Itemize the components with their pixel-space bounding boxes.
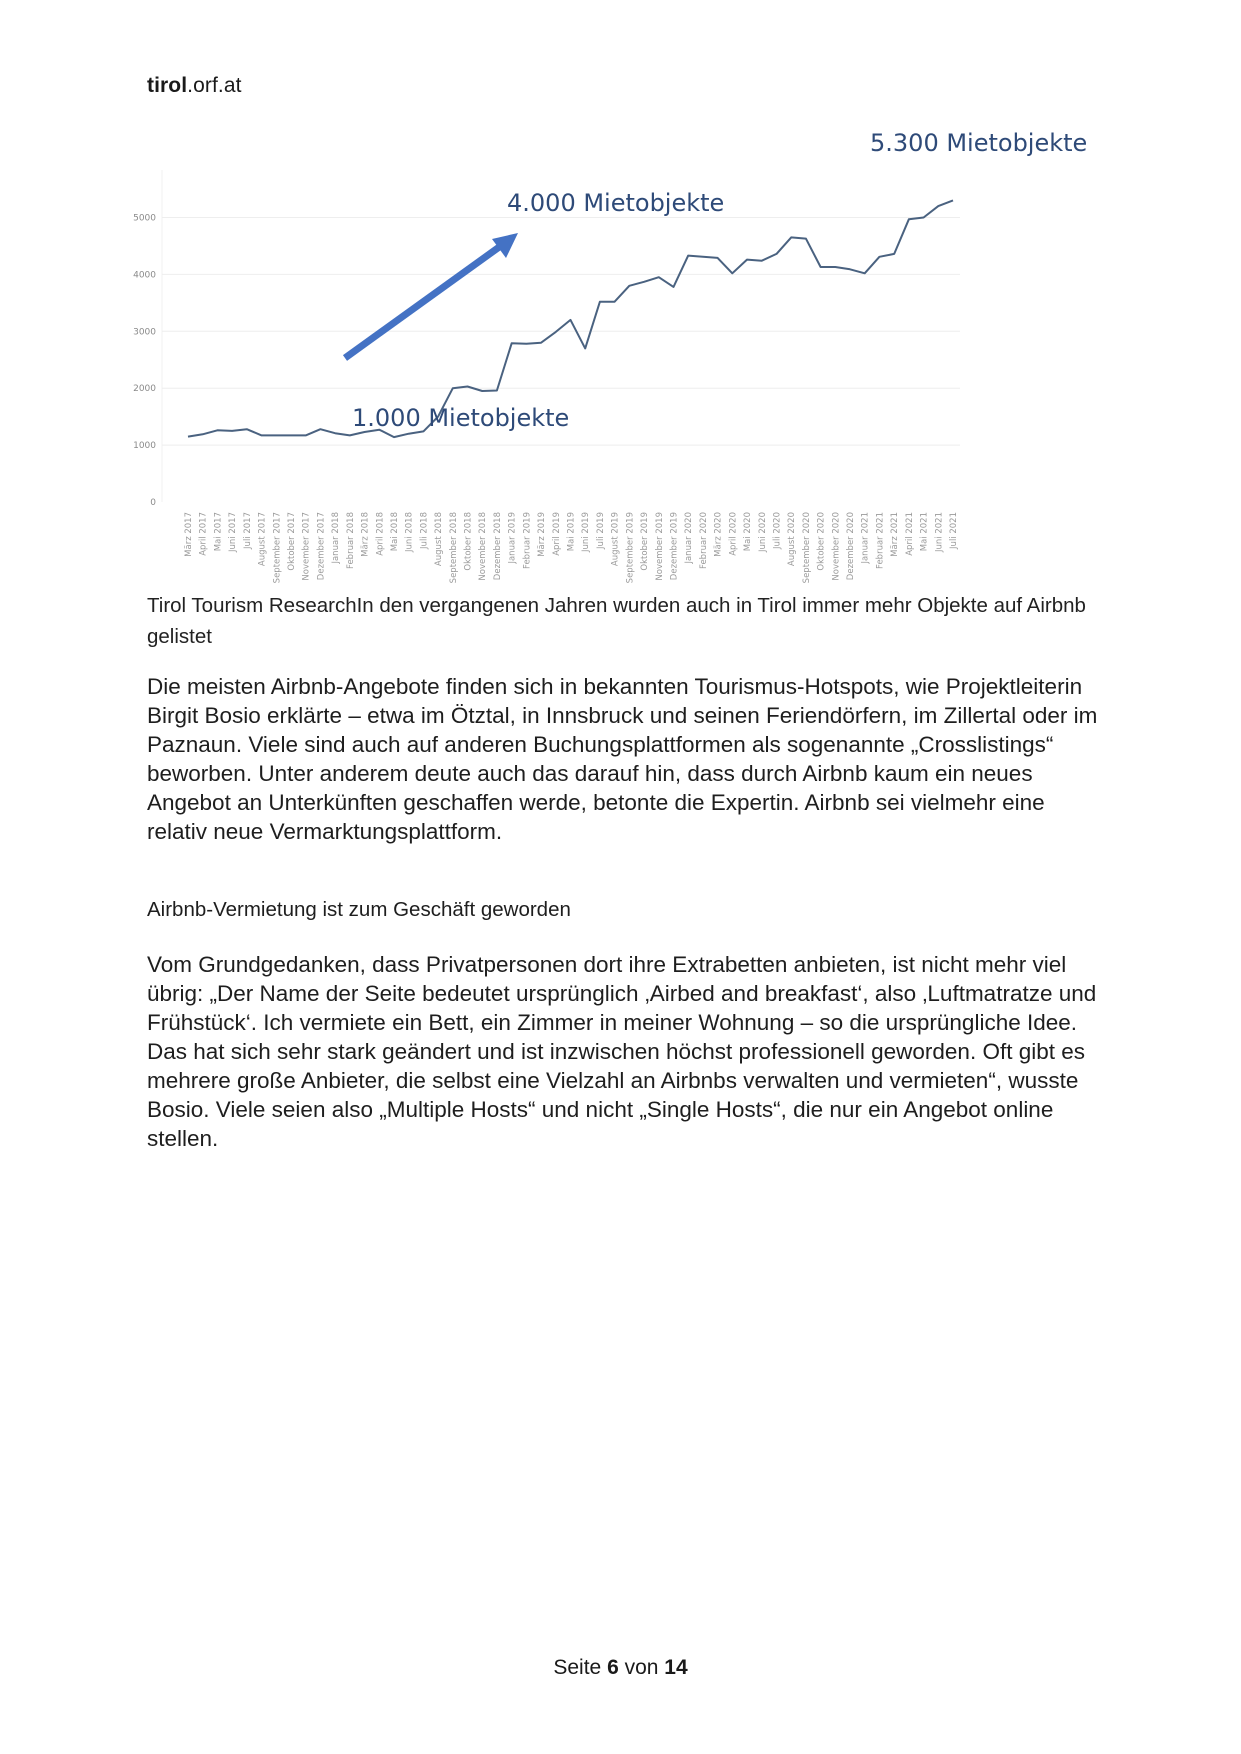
- annotation-4000: 4.000 Mietobjekte: [507, 189, 725, 217]
- x-tick-label: April 2019: [551, 512, 562, 556]
- x-tick-label: März 2021: [890, 512, 901, 557]
- x-tick-label: April 2021: [904, 512, 915, 556]
- x-tick-label: Juli 2021: [949, 512, 959, 549]
- y-tick-label: 1000: [133, 441, 156, 452]
- site-name-rest: .orf.at: [187, 74, 242, 97]
- x-tick-label: Januar 2020: [684, 512, 695, 564]
- x-tick-label: Juni 2021: [934, 512, 945, 552]
- x-tick-label: Dezember 2019: [669, 512, 680, 581]
- x-tick-label: Januar 2019: [507, 512, 518, 564]
- y-tick-label: 4000: [133, 270, 156, 281]
- x-tick-label: Juni 2018: [404, 512, 415, 552]
- paragraph-1: Die meisten Airbnb-Angebote finden sich in bekannten Tourismus-Hotspots, wie Projektleiterin Birgit Bosio erklärte – etwa im Ötztal, in Innsbruck und seinen Feriendörfern, im Zillertal oder im Paznaun. Viele sind auch auf anderen Buchungsplattformen als sogenannte „Crosslistings“ beworben. Unter anderem deute auch das darauf hin, dass durch Airbnb kaum ein neues Angebot an Unterkünften geschaffen werde, betonte die Expertin. Airbnb sei vielmehr eine relativ neue Vermarktungsplattform.: [147, 674, 1098, 844]
- footer-prefix: Seite: [553, 1656, 608, 1679]
- x-tick-label: September 2020: [801, 512, 812, 584]
- x-tick-label: Juni 2020: [757, 512, 768, 552]
- x-tick-label: Oktober 2017: [286, 512, 297, 571]
- site-name-bold: tirol: [147, 74, 188, 97]
- x-tick-label: April 2018: [375, 512, 386, 556]
- x-tick-label: April 2020: [728, 512, 739, 556]
- x-tick-label: Oktober 2018: [463, 512, 474, 571]
- x-tick-label: Oktober 2019: [640, 512, 651, 571]
- x-tick-label: März 2019: [537, 512, 548, 557]
- x-tick-label: Dezember 2020: [846, 512, 857, 581]
- x-tick-label: November 2017: [301, 512, 312, 581]
- x-tick-label: Juli 2017: [242, 512, 253, 549]
- x-tick-label: Januar 2018: [331, 512, 342, 564]
- x-tick-label: August 2018: [434, 512, 445, 567]
- x-tick-label: März 2018: [360, 512, 371, 557]
- footer-page-number: 6: [607, 1656, 619, 1679]
- x-tick-label: November 2019: [654, 512, 665, 581]
- x-tick-label: August 2017: [257, 512, 268, 567]
- x-tick-label: Oktober 2020: [816, 512, 827, 571]
- x-tick-label: Juli 2018: [419, 512, 430, 549]
- x-tick-label: Mai 2020: [743, 512, 754, 552]
- x-tick-label: August 2019: [610, 512, 621, 567]
- x-tick-label: September 2017: [272, 512, 283, 584]
- x-tick-label: April 2017: [198, 512, 209, 556]
- x-tick-label: Februar 2021: [875, 512, 886, 569]
- x-tick-label: Februar 2019: [522, 512, 533, 569]
- series-line: [188, 200, 953, 437]
- site-header: [147, 74, 242, 98]
- x-tick-label: Mai 2021: [919, 512, 930, 552]
- chart-caption: Tirol Tourism ResearchIn den vergangenen Jahren wurden auch in Tirol immer mehr Objekte auf Airbnb gelistet: [147, 594, 1086, 648]
- listings-chart: [133, 129, 1100, 584]
- subheading: Airbnb-Vermietung ist zum Geschäft geworden: [147, 898, 571, 921]
- x-tick-label: Februar 2020: [698, 512, 709, 569]
- paragraph-2: Vom Grundgedanken, dass Privatpersonen dort ihre Extrabetten anbieten, ist nicht mehr viel übrig: „Der Name der Seite bedeutet ursprünglich ‚Airbed and breakfast‘, also ‚Luftmatratze und Frühstück‘. Ich vermiete ein Bett, ein Zimmer in meiner Wohnung – so die ursprüngliche Idee. Das hat sich sehr stark geändert und ist inzwischen höchst professionell geworden. Oft gibt es mehrere große Anbieter, die selbst eine Vielzahl an Airbnbs verwalten und vermieten“, wusste Bosio. Viele seien also „Multiple Hosts“ und nicht „Single Hosts“, die nur ein Angebot online stellen.: [147, 952, 1097, 1151]
- x-tick-label: Juli 2020: [772, 512, 783, 549]
- y-tick-label: 3000: [133, 327, 156, 338]
- y-tick-label: 0: [150, 498, 156, 508]
- annotation-1000: 1.000 Mietobjekte: [352, 404, 570, 432]
- y-tick-label: 2000: [133, 384, 156, 395]
- x-tick-label: November 2018: [478, 512, 489, 581]
- x-tick-label: Mai 2017: [213, 512, 224, 552]
- x-tick-label: Mai 2019: [566, 512, 577, 552]
- y-tick-label: 5000: [133, 213, 156, 224]
- x-tick-label: Dezember 2017: [316, 512, 327, 581]
- trend-arrow-shaft: [345, 245, 502, 358]
- x-tick-label: März 2017: [184, 512, 194, 557]
- x-tick-label: August 2020: [787, 512, 798, 567]
- x-tick-label: März 2020: [713, 512, 724, 557]
- footer-total-pages: 14: [664, 1656, 688, 1679]
- x-tick-label: Juli 2019: [595, 512, 606, 549]
- page-footer: [0, 1656, 1241, 1680]
- x-tick-label: Januar 2021: [860, 512, 871, 564]
- x-tick-label: Februar 2018: [345, 512, 356, 569]
- x-tick-label: Dezember 2018: [492, 512, 503, 581]
- x-tick-label: September 2018: [448, 512, 459, 584]
- x-tick-label: Mai 2018: [389, 512, 400, 552]
- footer-mid: von: [618, 1656, 665, 1679]
- x-tick-label: November 2020: [831, 512, 842, 581]
- x-tick-label: Juni 2017: [228, 512, 239, 552]
- annotation-5300: 5.300 Mietobjekte: [870, 129, 1088, 157]
- x-tick-label: September 2019: [625, 512, 636, 584]
- x-tick-label: Juni 2019: [581, 512, 592, 552]
